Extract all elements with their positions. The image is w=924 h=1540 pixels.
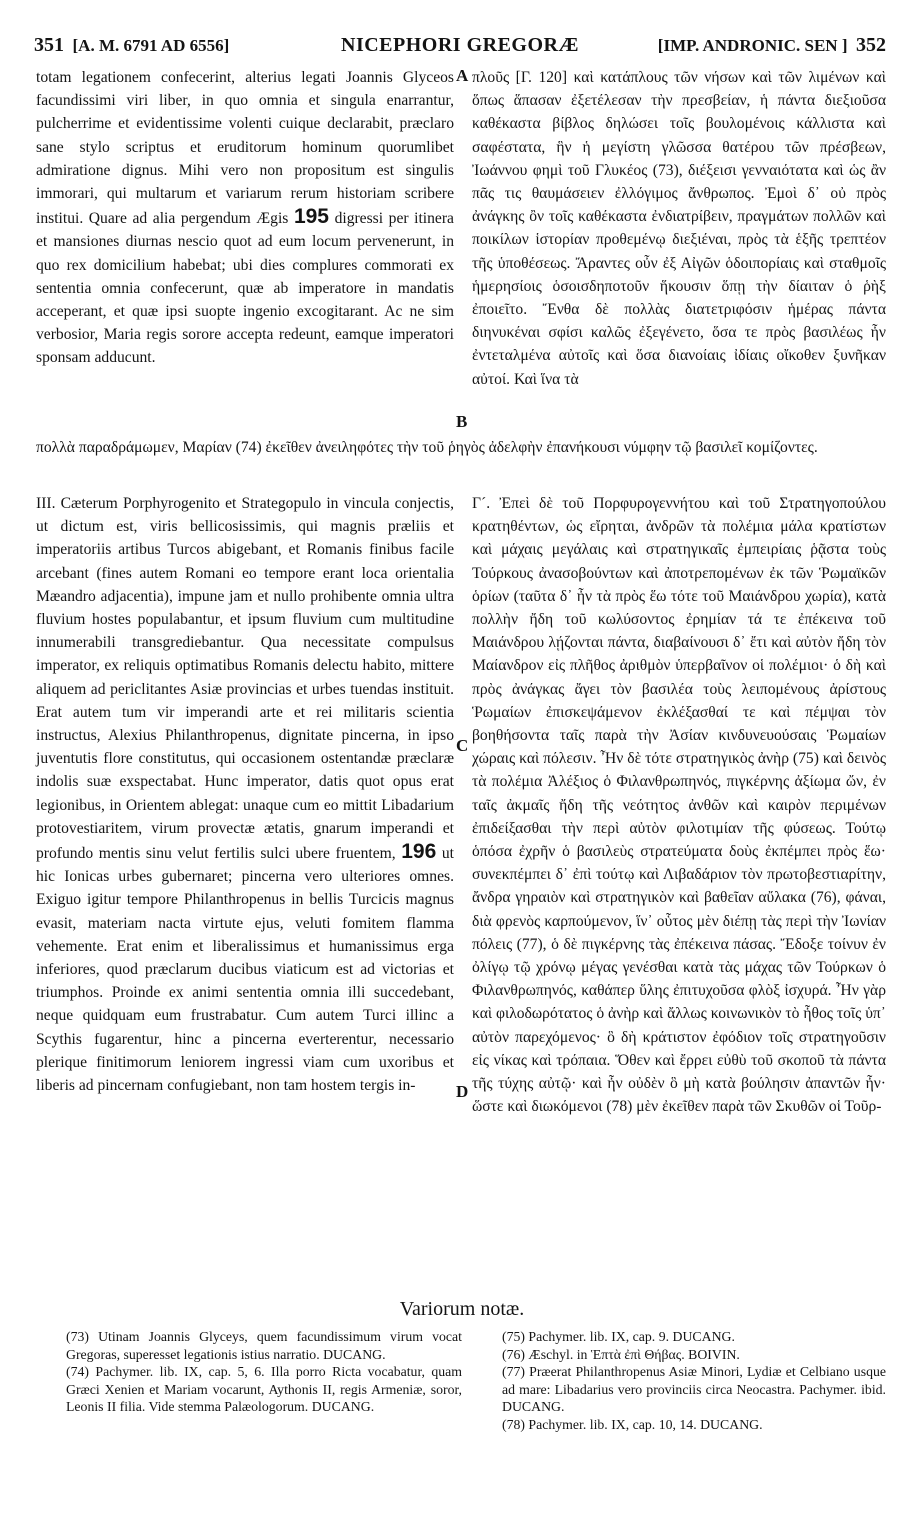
column-number: 196 — [401, 840, 437, 864]
latin-text: digressi per itinera et mansiones diurnas nescio quot ad eum locum pervenerunt, in quo rex domicilium habebat; ubi dies complures commorati ex sententia omnia confecerunt, quæ ab imperatore in mandatis acceperant, et quæ ipsi suopte ingenio excogitarant. Ac ne sim verbosior, Maria regis sorore accepta redeunt, eamque imperatori sponsam adducunt. — [36, 210, 454, 367]
running-title: NICEPHORI GREGORÆ — [341, 34, 579, 56]
footnote: (78) Pachymer. lib. IX, cap. 10, 14. DUCANG. — [502, 1416, 763, 1432]
notes-left-column — [66, 1328, 462, 1416]
footnote: (73) Utinam Joannis Glyceys, quem facundissimum virum vocat Gregoras, superesset legationis istius narratio. DUCANG. — [66, 1329, 462, 1362]
greek-paragraph: Γ´. Ἐπεὶ δὲ τοῦ Πορφυρογεννήτου καὶ τοῦ Στρατηγοπούλου κρατηθέντων, ὡς εἴρηται, ἀνδρῶν τὰ πολέμια μάλα κρατίστων καὶ μάχαις μεγάλαις καὶ στρατηγικαῖς ἐμπειρίαις ῥᾷστα τοὺς Τούρκους ἀνασοβούντων καὶ ἀποτρεπομένων ἐκ τῶν Ῥωμαϊκῶν ὁρίων (ταῦτα δ᾽ ἦν τὰ πρὸς ἕω τότε τοῦ Μαιάνδρου χωρία), κατὰ πολλὴν ἤδη τοῦ κωλύσοντος ἐρημίαν τά τε ἐπέκεινα τοῦ Μαιάνδρου λῄζονται πάντα, διαβαίνουσι δ᾽ ἔτι καὶ αὐτὸν ἤδη τὸν Μαίανδρον εἰς πλῆθος ἀριθμὸν ὑπερβαῖνον οἱ πολέμιοι· ὁ δὴ καὶ πρὸς ἀνάγκας ἄγει τὸν βασιλέα τοὺς λειπομένους ἀρίστους Ῥωμαίων ἐπισκεψάμενον ἐκλέξασθαί τε καὶ πέμψαι τὸν βοηθήσοντα ταῖς παρὰ τὴν Ἀσίαν κινδυνευούσαις Ῥωμαίων χώραις καὶ πόλεσιν. Ἦν δὲ τότε στρατηγικὸς ἀνὴρ (75) καὶ δεινὸς τὰ πολέμια Ἀλέξιος ὁ Φιλανθρωπηνός, πιγκέρνης ἀξίωμα ὤν, ἐν ταῖς ἀκμαῖς ἤδη τῆς νεότητος ἀνθῶν καὶ καιρὸν περιμένων ἐπιδείξασθαι τὴν περὶ αὐτὸν φιλοτιμίαν τῆς φύσεως. Τούτῳ ὁπόσα ἐχρῆν ὁ βασιλεὺς στρατεύματα δοὺς ἐκπέμπει πρὸς ἕω· συνεκπέμπει δ᾽ ἐπὶ τούτῳ καὶ Λιβαδάριον τὸν πρωτοβεστιαρίτην, ἄνδρα γηραιὸν καὶ στρατηγικὸν καὶ βαθεῖαν αὔλακα (76), φάναι, διὰ φρενὸς καρπούμενον, ἵν᾽ οὗτος μὲν διέπῃ τὰς περὶ τὴν Ἰωνίαν πόλεις (77), ὁ δὲ πιγκέρνης τὰς ἐπέκεινα πάσας. Ἔδοξε τοίνυν ἐν ὀλίγῳ τῷ χρόνῳ μέγας γενέσθαι κατὰ τὰς μάχας τῶν Τούρκων ὁ Φιλανθρωπηνός, καθάπερ ὕλης ἐπιτυχοῦσα φλὸξ ἰσχυρά. Ἦν γὰρ καὶ φιλοδωρότατος ὁ ἀνὴρ καὶ ἄλλως κοινωνικὸν τὸ ἦθος τοῖς ὑπ᾽ αὐτὸν παρεχόμενος· ὃ δὴ κράτιστον ἐφόδιον τοῖς στρατηγοῦσιν εἰς νίκας καὶ τρόπαια. Ὅθεν καὶ ἔρρει εὐθὺ τοῦ σκοποῦ τὰ πάντα τῆς τύχης αὐτῷ· καὶ ἦν οὐδὲν ὃ μὴ κατὰ βούλησιν ἀπαντῶν ἦν· ὥστε καὶ διωκόμενοι (78) μὲν ἐκεῖθεν παρὰ τῶν Σκυθῶν οἱ Τοῦρ- — [472, 495, 886, 1116]
running-head — [34, 34, 886, 58]
latin-text: ut hic Ionicas urbes gubernaret; pincerna vero ulteriores omnes. Exiguo igitur tempore Philanthropenus in bellis Turcicis magnus evasit, materiam nacta virtute ejus, veluti fomitem flamma vehemente. Erat enim et liberalissimus et humanissimus erga inferiores, quod præclarum ducibus viaticum est ad victorias et triumphos. Proinde ex animi sententia omnia illi succedebant, neque quidquam eum frustrabatur. Cum autem Turci illinc a Scythis fugarentur, hinc a pincerna everterentur, necessario plerique finitimorum leniorem ingressi viam cum uxoribus et liberis ad pincernam confugiebant, non tam hostem tergis in- — [36, 845, 454, 1095]
margin-marker-d: D — [456, 1082, 469, 1101]
column-number: 195 — [293, 205, 329, 229]
latin-paragraph — [36, 492, 454, 1097]
greek-continuation — [36, 436, 886, 459]
greek-paragraph: πλοῦς [Γ. 120] καὶ κατάπλους τῶν νήσων καὶ τῶν λιμένων καὶ ὅπως ἅπασαν ἐξετέλεσαν τὴν πρεσβείαν, ἡ πάντα διεξιοῦσα καθέκαστα βίβλος δηλώσει τοῖς βουλομένοις κάλλιστα καὶ σαφέστατα, ἣν ἡ μεγίστη γλῶσσα θατέρου τῶν πρέσβεων, Ἰωάννου φημὶ τοῦ Γλυκέος (73), διέξεισι γενναιότατα καὶ ὡς ἂν πᾶς τις θαυμάσειεν ἐλλόγιμος ἄνθρωπος. Ἐμοὶ δ᾽ οὐ πρὸς ἀνάγκης ὂν τοῖς καθέκαστα ἐνδιατρίβειν, πραγμάτων πολλῶν καὶ ποικίλων ἱστορίαν προθεμένῳ διεξιέναι, πρὸς τὰ ἑξῆς τρεπτέον τῆς ὑποθέσεως. Ἄραντες οὖν ἐξ Αἰγῶν ὁδοιπορίαις καὶ σταθμοῖς ἡμερησίοις ὁσοισδηποτοῦν ἥκουσιν ὅπῃ τὴν δίαιταν ὁ ῥὴξ ἐποιεῖτο. Ἔνθα δὲ πολλὰς διατετριφόσιν ἡμέρας πάντα διηνυκέναι σφίσι καλῶς ἐξεγένετο, ὅσα τε πρὸς βασιλέως ἦν ἐντεταλμένα αὐτοῖς καὶ ὅσα διανοίαις ἰδίαις οἴκοθεν ξυνῆκαν αὐτοί. Καὶ ἵνα τὰ — [472, 69, 886, 388]
latin-column-section-1 — [36, 66, 454, 370]
footnote: (77) Præerat Philanthropenus Asiæ Minori, Lydiæ et Celbiano usque ad mare: Libadarius vero provinciis circa Neocastra. Pachymer. ibid. DUCANG. — [502, 1364, 886, 1414]
footnote: (76) Æschyl. in Ἑπτὰ ἐπὶ Θήβας. BOIVIN. — [502, 1346, 740, 1362]
notes-heading: Variorum notæ. — [399, 1298, 525, 1320]
margin-marker-c: C — [456, 736, 469, 755]
running-head-right — [658, 34, 886, 57]
notes-right-column — [502, 1328, 886, 1433]
greek-column-section-2 — [472, 492, 886, 1118]
latin-paragraph — [36, 66, 454, 370]
footnote: (75) Pachymer. lib. IX, cap. 9. DUCANG. — [502, 1329, 735, 1344]
page-number-right: 352 — [856, 34, 886, 56]
latin-column-section-2 — [36, 492, 454, 1097]
greek-paragraph: πολλὰ παραδράμωμεν, Μαρίαν (74) ἐκεῖθεν ἀνειληφότες τὴν τοῦ ῥηγὸς ἀδελφὴν ἐπανήκουσι νύμφην τῷ βασιλεῖ κομίζοντες. — [36, 439, 818, 456]
margin-marker-a: A — [456, 66, 469, 85]
greek-column-section-1 — [472, 66, 886, 391]
date-reference: [A. M. 6791 AD 6556] — [72, 36, 230, 55]
margin-marker-b: B — [456, 412, 468, 431]
latin-text: totam legationem confecerint, alterius legati Joannis Glyceos facundissimi viri liber, in quo omnia et singula enarrantur, pulcherrime et evidentissime volenti cuique declarabit, præclaro sane stylo scriptus et eruditorum hominum quorumlibet admiratione dignus. Mihi vero non propositum est singulis immorari, qui multarum et variarum rerum historiam scribere institui. Quare ad alia pergendum Ægis — [36, 69, 454, 228]
reign-reference: [IMP. ANDRONIC. SEN ] — [657, 36, 848, 55]
footnote: (74) Pachymer. lib. IX, cap. 5, 6. Illa porro Ricta vocabatur, quam Græci Xenien et Mariam vocarunt, Aythonis II, regis Armeniæ, soror, Leonis II filia. Vide stemma Palæologorum. DUCANG. — [66, 1364, 462, 1414]
page-number-left: 351 — [34, 34, 64, 56]
latin-text: III. Cæterum Porphyrogenito et Strategopulo in vincula conjectis, ut dictum est, viris bellicosissimis, qui magnis præliis et imperatoriis artibus Turcos abigebant, et Romanis finibus facile arcebant (fines autem Romani eo tempore erant loca orientalia Mæandro adjacentia), impune jam et nullo prohibente omnia ultra fluvium hostes populabantur, et ipsum fluvium cum multitudine innumerabili transgrediebantur. Qua necessitate compulsus imperator, ex reliquis optimatibus Romanis delectu habito, mittere aliquem ad periclitantes Asiæ provincias et urbes tuendas instituit. Erat autem tum vir imperandi arte et rei militaris scientia instructus, Alexius Philanthropenus, dignitate pincerna, in ipso juventutis flore constitutus, qui occasionem ostentandæ præclaræ indolis suæ exspectabat. Hunc imperator, datis quot opus erat legionibus, in Orientem ablegat: unaque cum eo mittit Libadarium protovestiaritem, virum provectæ ætatis, gnarum imperandi et profundo mentis sinu velut fertilis sulci ubere fruentem, — [36, 495, 454, 863]
